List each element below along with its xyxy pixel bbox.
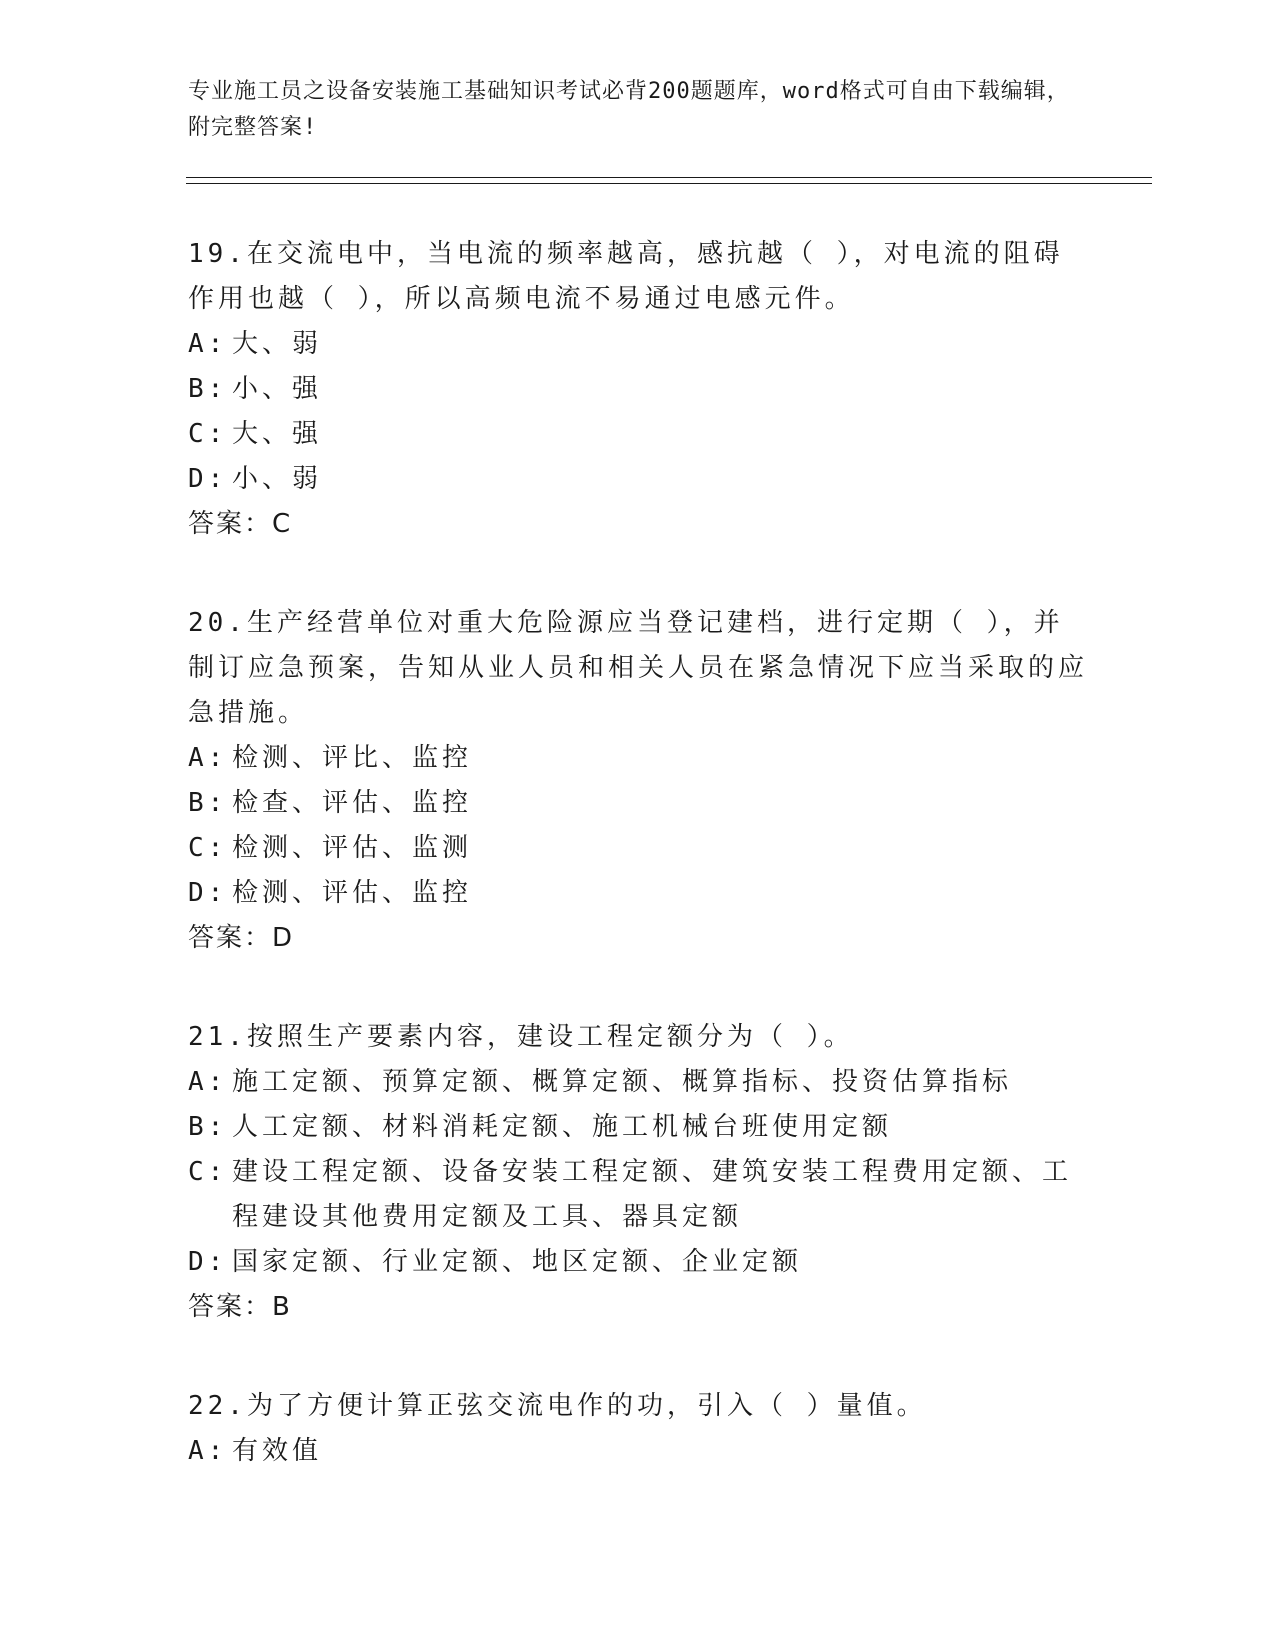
option-letter: A: bbox=[188, 1067, 228, 1097]
option-text: 检测、评比、监控 bbox=[232, 743, 473, 773]
option-a bbox=[188, 1429, 1088, 1474]
question-list bbox=[188, 232, 1088, 1528]
option-b bbox=[188, 781, 1088, 826]
option-letter: C: bbox=[188, 1157, 228, 1187]
option-text: 施工定额、预算定额、概算定额、概算指标、投资估算指标 bbox=[232, 1067, 1013, 1097]
option-d bbox=[188, 457, 1088, 502]
question-20 bbox=[188, 601, 1088, 961]
option-letter: C: bbox=[188, 419, 228, 449]
option-letter: D: bbox=[188, 464, 228, 494]
option-letter: A: bbox=[188, 1436, 228, 1466]
answer: 答案：B bbox=[188, 1292, 292, 1322]
option-text: 大、弱 bbox=[232, 329, 323, 359]
option-text: 检测、评估、监控 bbox=[232, 878, 473, 908]
option-letter: D: bbox=[188, 878, 228, 908]
question-22 bbox=[188, 1384, 1088, 1474]
header-divider bbox=[186, 177, 1152, 184]
option-c bbox=[188, 826, 1088, 871]
option-text: 小、弱 bbox=[232, 464, 323, 494]
question-stem: 19.在交流电中，当电流的频率越高，感抗越（ ），对电流的阻碍作用也越（ ），所以高频电流不易通过电感元件。 bbox=[188, 239, 1064, 314]
option-letter: A: bbox=[188, 329, 228, 359]
question-stem: 20.生产经营单位对重大危险源应当登记建档，进行定期（ ），并制订应急预案，告知从业人员和相关人员在紧急情况下应当采取的应急措施。 bbox=[188, 608, 1089, 728]
option-b bbox=[188, 1105, 1088, 1150]
option-a bbox=[188, 736, 1088, 781]
option-letter: C: bbox=[188, 833, 228, 863]
option-a bbox=[188, 322, 1088, 367]
answer: 答案：C bbox=[188, 509, 293, 539]
option-d bbox=[188, 871, 1088, 916]
option-a bbox=[188, 1060, 1088, 1105]
option-text: 检测、评估、监测 bbox=[232, 833, 473, 863]
question-21 bbox=[188, 1015, 1088, 1330]
option-letter: A: bbox=[188, 743, 228, 773]
option-d bbox=[188, 1240, 1088, 1285]
question-19 bbox=[188, 232, 1088, 547]
option-text: 大、强 bbox=[232, 419, 323, 449]
option-text: 建设工程定额、设备安装工程定额、建筑安装工程费用定额、工程建设其他费用定额及工具、器具定额 bbox=[232, 1157, 1073, 1232]
option-text: 国家定额、行业定额、地区定额、企业定额 bbox=[232, 1247, 803, 1277]
option-text: 有效值 bbox=[232, 1436, 323, 1466]
option-text: 人工定额、材料消耗定额、施工机械台班使用定额 bbox=[232, 1112, 893, 1142]
option-letter: D: bbox=[188, 1247, 228, 1277]
answer: 答案：D bbox=[188, 923, 295, 953]
question-stem: 22.为了方便计算正弦交流电作的功，引入（ ）量值。 bbox=[188, 1391, 927, 1421]
option-text: 小、强 bbox=[232, 374, 323, 404]
option-c bbox=[188, 1150, 1088, 1240]
option-b bbox=[188, 367, 1088, 412]
option-c bbox=[188, 412, 1088, 457]
question-stem: 21.按照生产要素内容，建设工程定额分为（ ）。 bbox=[188, 1022, 854, 1052]
header-title: 专业施工员之设备安装施工基础知识考试必背200题题库，word格式可自由下载编辑，附完整答案! bbox=[188, 79, 1070, 140]
option-letter: B: bbox=[188, 788, 228, 818]
option-text: 检查、评估、监控 bbox=[232, 788, 473, 818]
option-letter: B: bbox=[188, 374, 228, 404]
option-letter: B: bbox=[188, 1112, 228, 1142]
